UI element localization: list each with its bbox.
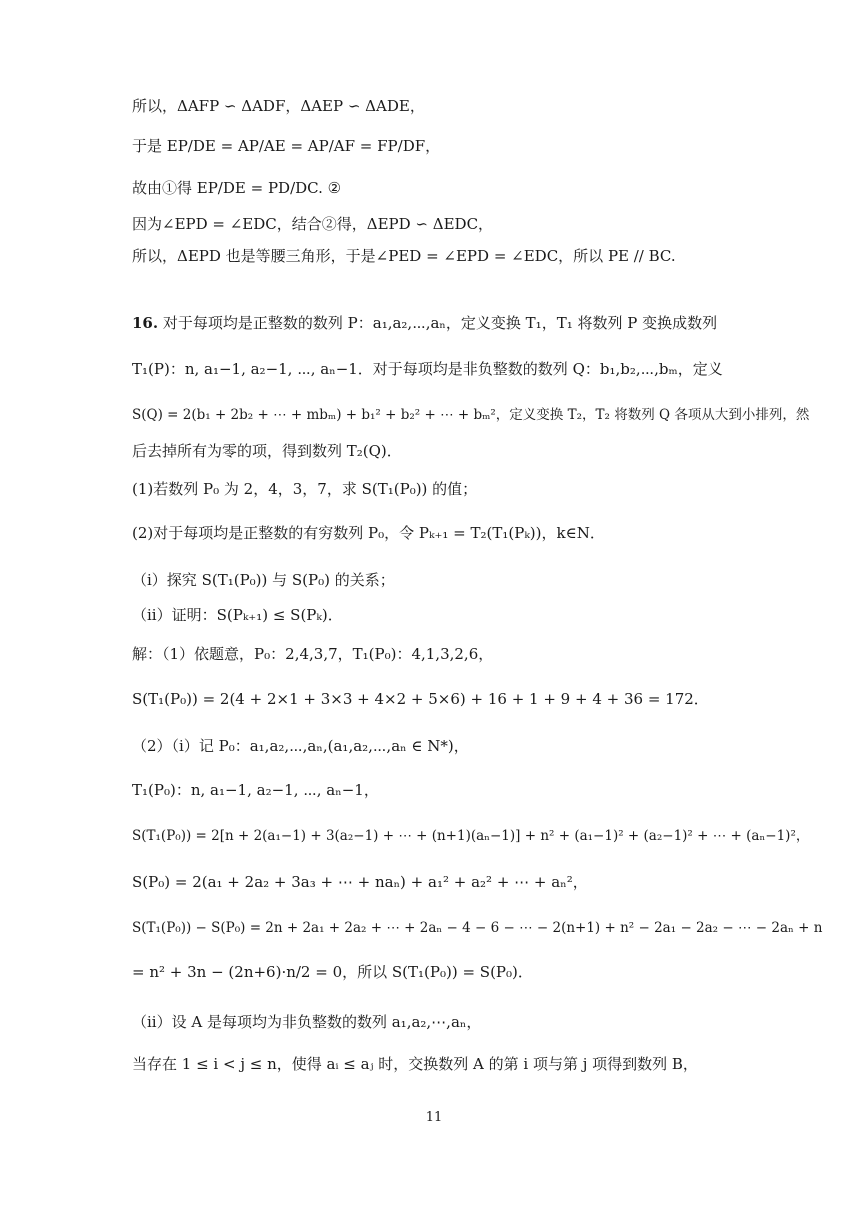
text-line: 当存在 1 ≤ i < j ≤ n，使得 aᵢ ≤ aⱼ 时，交换数列 A 的第 i 项与第 j 项得到数列 B，: [132, 1055, 698, 1073]
text-line: （ii）设 A 是每项均为非负整数的数列 a₁,a₂,⋯,aₙ，: [132, 1013, 482, 1031]
text-line: S(P₀) = 2(a₁ + 2a₂ + 3a₃ + ⋯ + naₙ) + a₁² + a₂² + ⋯ + aₙ²，: [132, 873, 588, 891]
text-line: 后去掉所有为零的项，得到数列 T₂(Q)．: [132, 442, 402, 460]
text-line: S(T₁(P₀)) − S(P₀) = 2n + 2a₁ + 2a₂ + ⋯ + 2aₙ − 4 − 6 − ⋯ − 2(n+1) + n² − 2a₁ − 2a₂ − ⋯ − 2aₙ + n: [132, 920, 823, 936]
page-number: 11: [425, 1110, 443, 1125]
text-line: (2)对于每项均是正整数的有穷数列 P₀，令 Pₖ₊₁ = T₂(T₁(Pₖ))，k∈N．: [132, 524, 605, 542]
text-line: 因为∠EPD = ∠EDC，结合②得，ΔEPD ∽ ΔEDC，: [132, 215, 494, 233]
text-line: (1)若数列 P₀ 为 2，4，3，7，求 S(T₁(P₀)) 的值；: [132, 480, 478, 498]
text-line: = n² + 3n − (2n+6)·n/2 = 0，所以 S(T₁(P₀)) = S(P₀)．: [132, 963, 533, 981]
text-line: S(Q) = 2(b₁ + 2b₂ + ⋯ + mbₘ) + b₁² + b₂² + ⋯ + bₘ²，定义变换 T₂，T₂ 将数列 Q 各项从大到小排列，然: [132, 407, 810, 423]
text-line: T₁(P₀)：n, a₁−1, a₂−1, ⋯, aₙ−1，: [132, 781, 379, 799]
text-span: 对于每项均是正整数的数列 P：a₁,a₂,⋯,aₙ，定义变换 T₁，T₁ 将数列 P 变换成数列: [162, 314, 718, 332]
text-line: （2）（i）记 P₀：a₁,a₂,⋯,aₙ,(a₁,a₂,⋯,aₙ ∈ N*)，: [132, 737, 469, 755]
question-number: 16.: [132, 314, 159, 332]
question-line: [132, 313, 828, 333]
text-line: S(T₁(P₀)) = 2[n + 2(a₁−1) + 3(a₂−1) + ⋯ + (n+1)(aₙ−1)] + n² + (a₁−1)² + (a₂−1)² + ⋯ + (aₙ−1)²，: [132, 828, 810, 844]
text-line: T₁(P)：n, a₁−1, a₂−1, ⋯, aₙ−1．对于每项均是非负整数的数列 Q：b₁,b₂,⋯,bₘ，定义: [132, 360, 723, 378]
text-line: 于是 EP/DE = AP/AE = AP/AF = FP/DF，: [132, 137, 441, 155]
text-line: 所以，ΔEPD 也是等腰三角形，于是∠PED = ∠EPD = ∠EDC，所以 PE // BC.: [132, 247, 676, 265]
text-line: 所以，ΔAFP ∽ ΔADF，ΔAEP ∽ ΔADE，: [132, 97, 425, 115]
text-line: S(T₁(P₀)) = 2(4 + 2×1 + 3×3 + 4×2 + 5×6) + 16 + 1 + 9 + 4 + 36 = 172．: [132, 690, 709, 708]
text-line: （ii）证明：S(Pₖ₊₁) ≤ S(Pₖ)．: [132, 606, 343, 624]
text-line: 解：（1）依题意，P₀：2,4,3,7，T₁(P₀)：4,1,3,2,6，: [132, 645, 494, 663]
text-line: 故由①得 EP/DE = PD/DC. ②: [132, 179, 342, 197]
text-line: （i）探究 S(T₁(P₀)) 与 S(P₀) 的关系；: [132, 571, 395, 589]
